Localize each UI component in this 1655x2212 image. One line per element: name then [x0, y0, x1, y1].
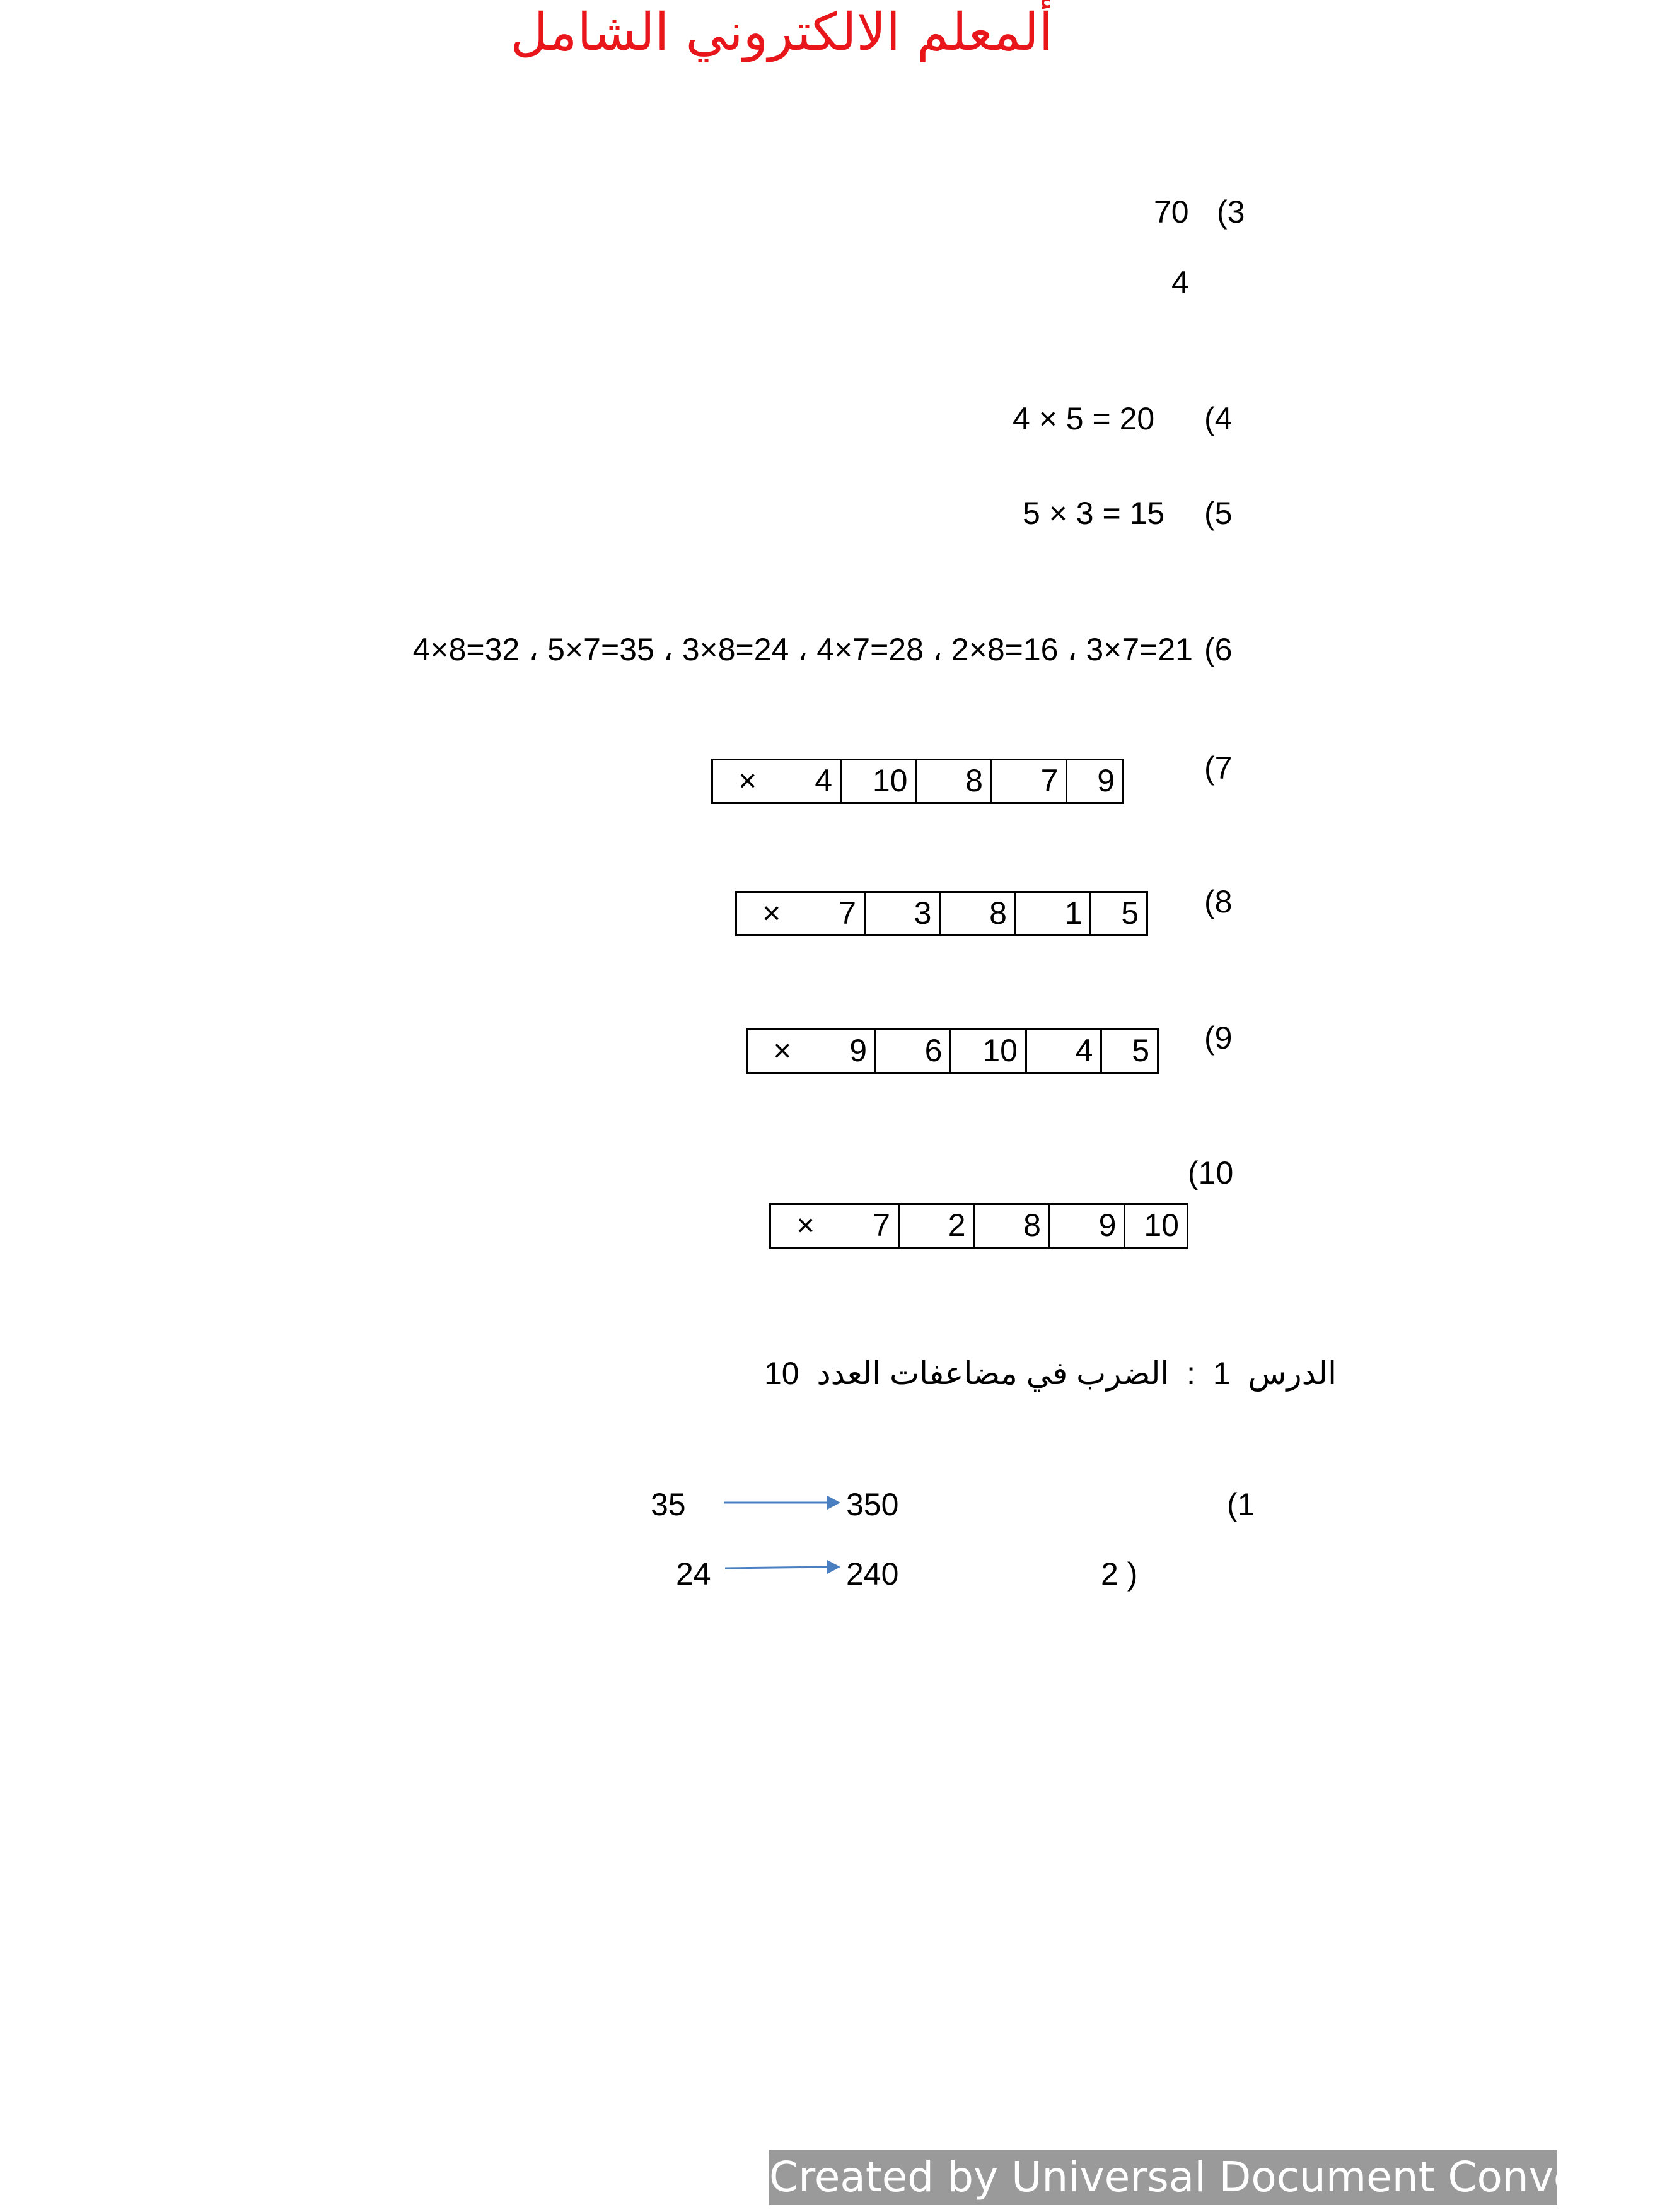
table-cell: 10: [1125, 1203, 1188, 1249]
table-cell: 8: [975, 1203, 1050, 1249]
lesson-item-1-result: 350: [846, 1487, 899, 1522]
table-cell: 5: [1091, 891, 1148, 936]
lesson-heading: [694, 1354, 1337, 1392]
q7-table: [711, 759, 1124, 804]
q6-equations: 4×8=32 ، 5×7=35 ، 3×8=24 ، 4×7=28 ، 2×8=16 ، 3×7=21: [412, 632, 1193, 667]
q3-value-70: 70: [1154, 194, 1189, 230]
q4-number: (4: [1204, 401, 1233, 436]
multiply-sign-cell: ×: [713, 759, 782, 804]
lesson-number: 1: [1212, 1356, 1231, 1391]
q6-number: (6: [1204, 632, 1233, 667]
lesson-item-2-source: 24: [676, 1556, 711, 1592]
table-cell: 9: [1067, 759, 1124, 804]
multiply-sign-cell: ×: [737, 891, 806, 936]
lesson-item-1-number: (1: [1227, 1487, 1255, 1522]
table-cell: 1: [1016, 891, 1091, 936]
lesson-item-1-source: 35: [651, 1487, 686, 1522]
lesson-separator: :: [1187, 1356, 1196, 1391]
multiply-sign-cell: ×: [748, 1028, 816, 1074]
lesson-title: الضرب في مضاعفات العدد: [816, 1356, 1170, 1391]
page-title: ألمعلم الالكتروني الشامل: [510, 3, 1054, 62]
q4-equation: 4 × 5 = 20: [1013, 401, 1155, 436]
q10-number: (10: [1188, 1155, 1234, 1190]
q9-number: (9: [1204, 1020, 1233, 1056]
q5-equation: 5 × 3 = 15: [1023, 496, 1165, 531]
table-cell: 10: [842, 759, 917, 804]
table-cell: 8: [917, 759, 992, 804]
table-cell: 9: [1050, 1203, 1125, 1249]
table-cell: 9: [816, 1028, 876, 1074]
lesson-item-2-result: 240: [846, 1556, 899, 1592]
q10-table: [769, 1203, 1188, 1249]
table-cell: 7: [806, 891, 866, 936]
q3-number: (3: [1217, 194, 1245, 230]
lesson-number-ten: 10: [764, 1356, 799, 1391]
right-arrow-icon: [724, 1496, 840, 1510]
multiply-sign-cell: ×: [771, 1203, 840, 1249]
q3-value-4: 4: [1171, 265, 1189, 300]
table-cell: 4: [782, 759, 842, 804]
watermark: Created by Universal Document Converter: [769, 2150, 1557, 2205]
table-cell: 8: [941, 891, 1016, 936]
table-cell: 7: [840, 1203, 900, 1249]
table-cell: 10: [951, 1028, 1026, 1074]
lesson-label: الدرس: [1248, 1356, 1337, 1391]
q8-table: [735, 891, 1148, 936]
q9-table: [746, 1028, 1159, 1074]
q7-number: (7: [1204, 750, 1233, 786]
q5-number: (5: [1204, 496, 1233, 531]
table-cell: 5: [1102, 1028, 1159, 1074]
table-cell: 3: [866, 891, 941, 936]
table-cell: 7: [992, 759, 1067, 804]
q8-number: (8: [1204, 884, 1233, 919]
right-arrow-icon: [725, 1560, 840, 1574]
table-cell: 6: [876, 1028, 951, 1074]
table-cell: 4: [1027, 1028, 1102, 1074]
table-cell: 2: [900, 1203, 975, 1249]
lesson-item-2-number: 2 ): [1101, 1556, 1138, 1592]
